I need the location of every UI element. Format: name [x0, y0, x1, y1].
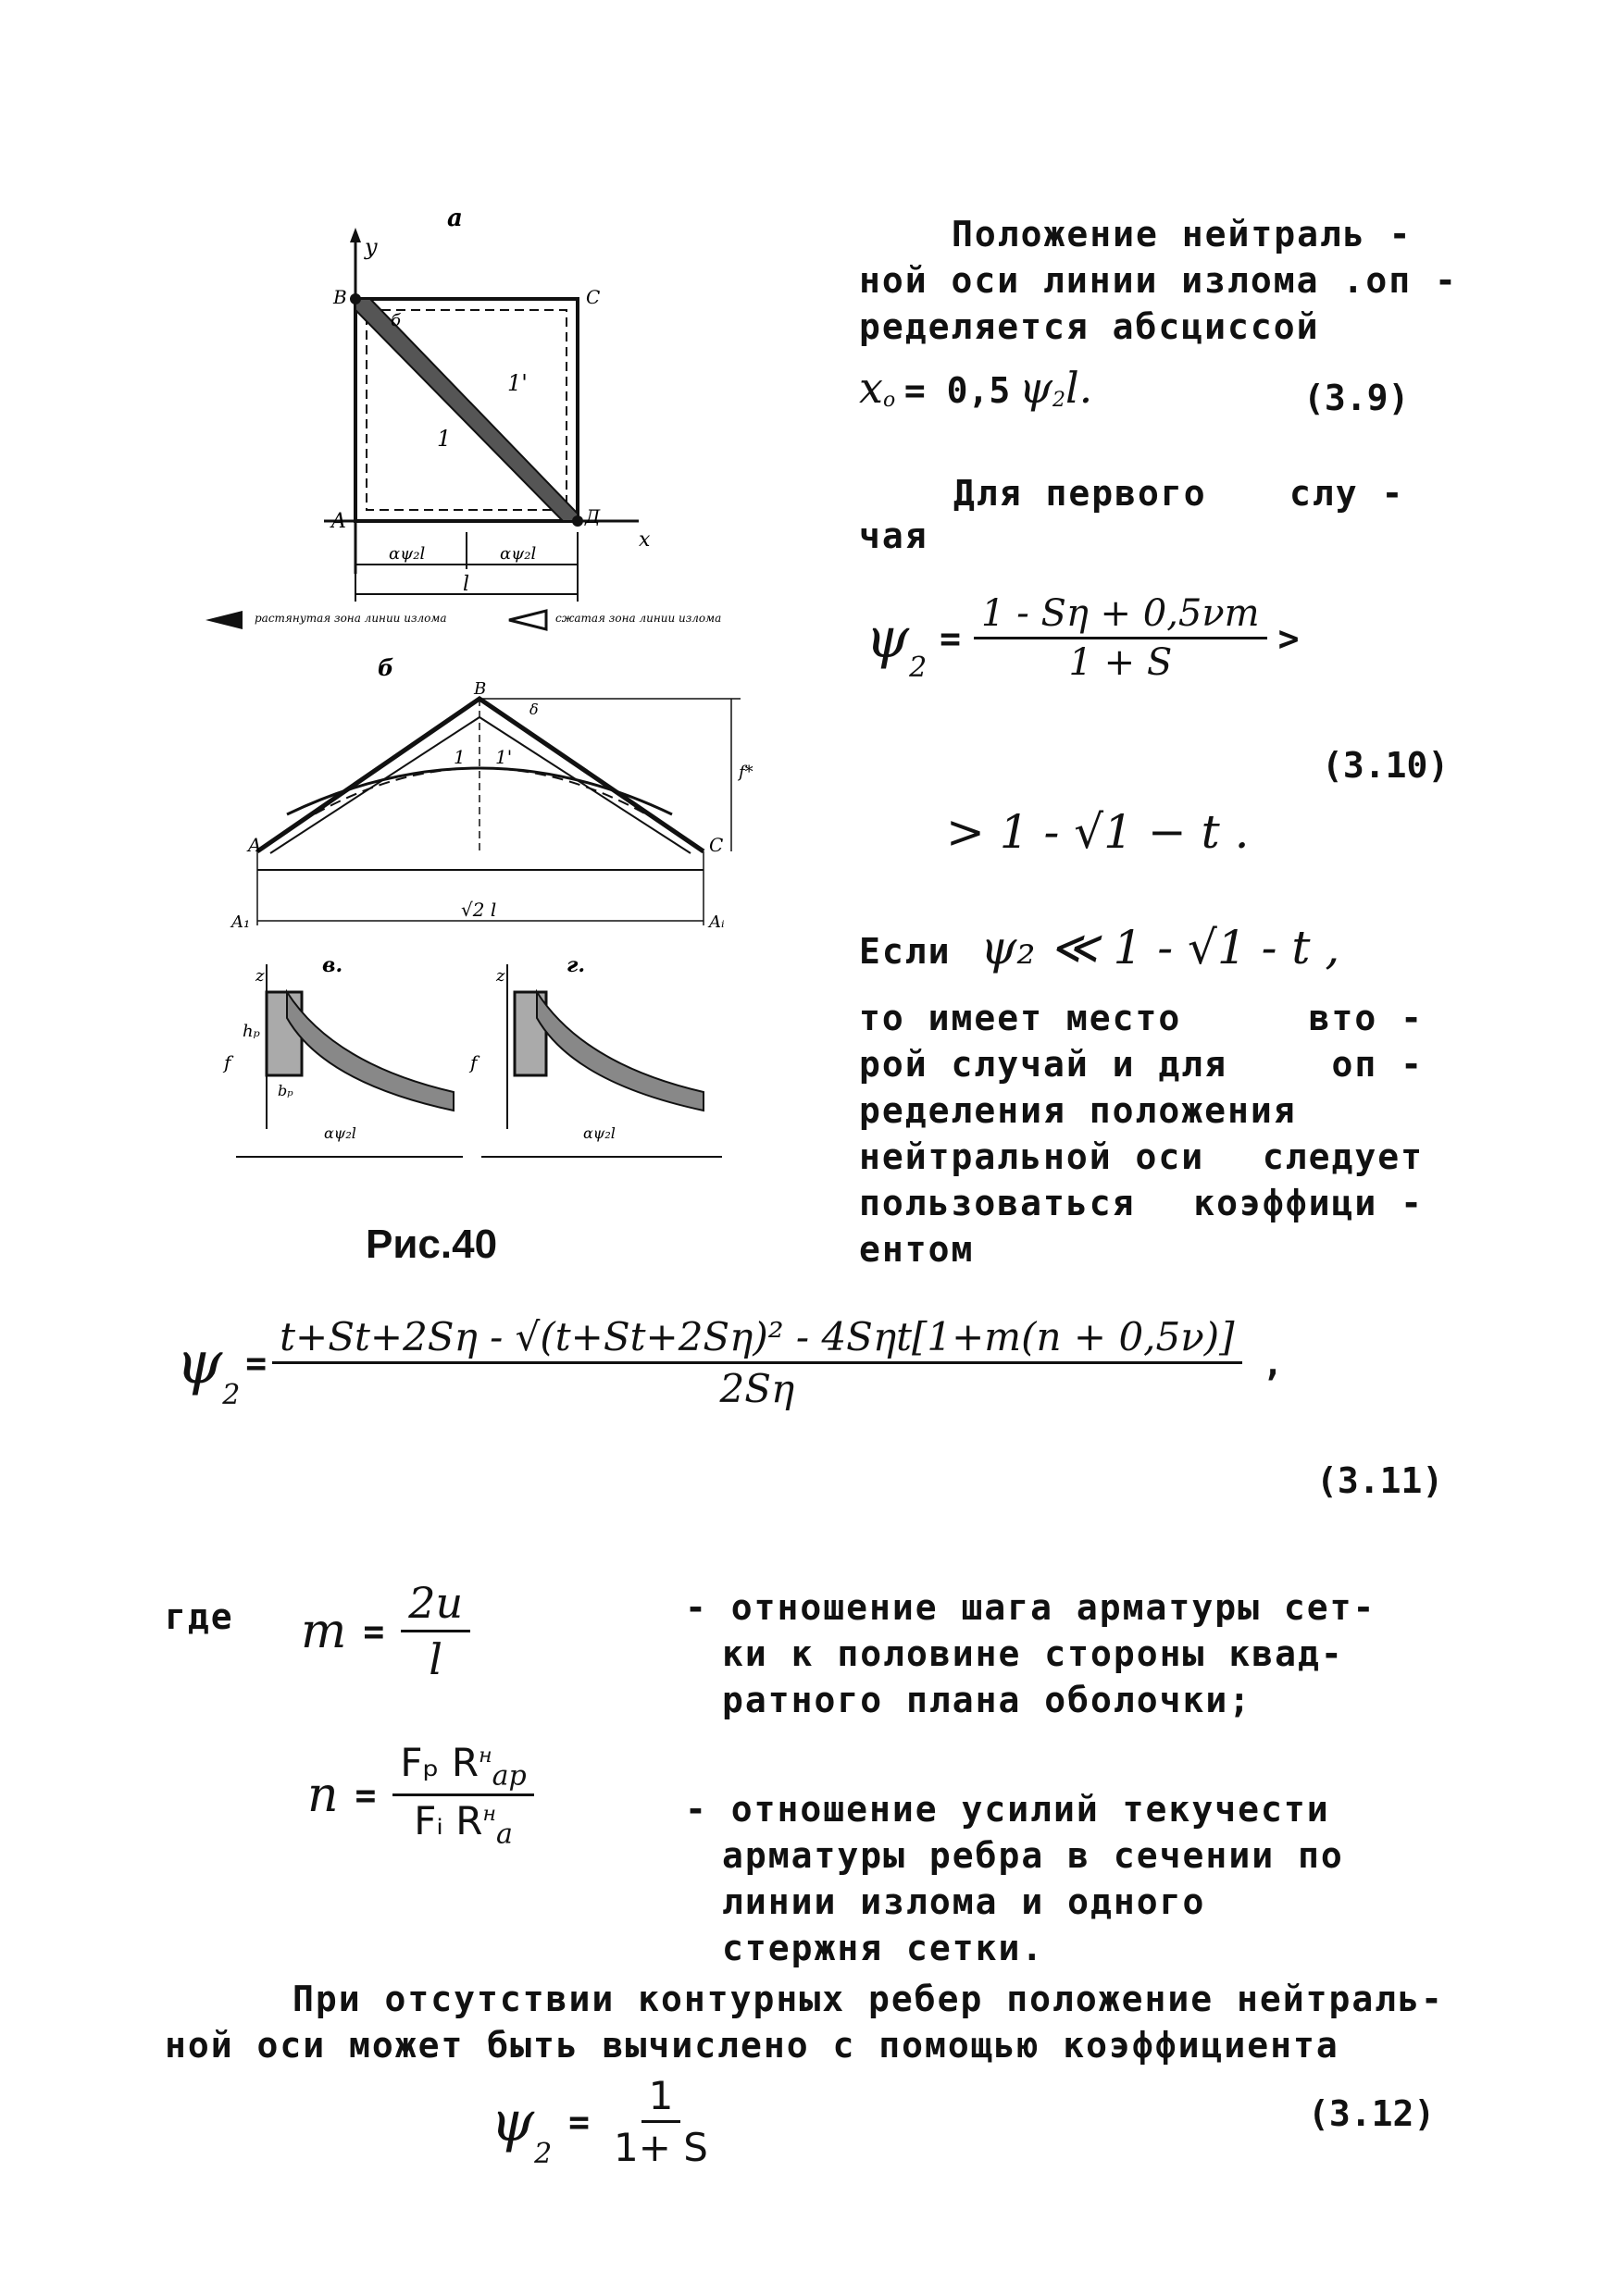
label-A1: A₁: [231, 912, 251, 932]
label-B-b: B: [474, 679, 487, 699]
eq39-lhs: x: [859, 363, 883, 413]
para1: [859, 211, 1458, 350]
legend-compression-icon: [509, 611, 546, 629]
eq39-label: (3.9): [1303, 378, 1410, 418]
n-num-sup: н: [479, 1744, 492, 1768]
figure-40: [185, 204, 759, 1185]
eq312-den: 1+ S: [614, 2125, 708, 2170]
label-delta-b: δ: [529, 701, 539, 718]
para3-l5a: пользоваться: [859, 1183, 1136, 1223]
label-C-b: C: [709, 834, 724, 856]
n-desc-line: арматуры ребра в сечении по: [722, 1835, 1344, 1876]
label-B: B: [333, 286, 347, 308]
eq311-lhs: ψ: [176, 1328, 223, 1397]
label-A1r: Aᵢ: [709, 912, 725, 932]
para3-l2b: оп -: [1331, 1044, 1424, 1085]
point-d: [572, 515, 583, 527]
shell-arc-dashed: [270, 768, 691, 842]
para1-line: ной оси линии излома .оп -: [859, 260, 1458, 301]
label-D: Д: [585, 505, 601, 527]
eq312-frac: [606, 2073, 716, 2170]
para3-l5b: коэффици -: [1193, 1183, 1424, 1223]
fracture-line: [355, 299, 578, 521]
n-den: Fᵢ R: [414, 1798, 483, 1844]
m-desc: [685, 1584, 1416, 1723]
eq39-rhs: = 0,5: [903, 370, 1011, 411]
shell-v: [287, 992, 454, 1111]
eq39-lhs-sub: o: [882, 389, 896, 413]
n-den-sup: н: [482, 1803, 496, 1827]
point-b: [350, 293, 361, 304]
eq310-label: (3.10): [1322, 745, 1450, 786]
label-sqrt2l: √2 l: [461, 899, 497, 921]
label-A-b: A: [248, 834, 262, 856]
fig-label-v: в.: [322, 953, 343, 977]
legend-tension-icon: [205, 611, 243, 629]
para3-l1a: то имеет место: [859, 998, 1182, 1038]
m-eq: =: [363, 1610, 385, 1652]
m-desc-line: - отношение шага арматуры сет-: [685, 1587, 1376, 1628]
label-x: x: [639, 528, 651, 552]
m-desc-line: ки к половине стороны квад-: [722, 1633, 1344, 1674]
para3-l2a: рой случай и для: [859, 1044, 1228, 1085]
legend-compression: сжатая зона линии излома: [555, 612, 722, 625]
eq311-label: (3.11): [1316, 1460, 1444, 1501]
para2-line1b: слу -: [1289, 473, 1405, 514]
equation-3-9: [859, 363, 1092, 413]
if-expr: ψ₂ ≪ 1 - √1 - t ,: [980, 921, 1340, 974]
fig-label-b: б: [378, 654, 394, 681]
n-lhs: n: [307, 1767, 339, 1823]
eq310-den: 1 + S: [1068, 641, 1173, 684]
dim-psi-left: αψ₂l: [389, 544, 426, 564]
para3-l4b: следует: [1262, 1136, 1424, 1177]
m-desc-line: ратного плана оболочки;: [722, 1680, 1252, 1720]
n-den-sub: a: [495, 1818, 513, 1851]
legend-tension: растянутая зона линии излома: [255, 612, 447, 625]
eq311-comma: ,: [1262, 1342, 1284, 1384]
if-line: [859, 921, 1339, 974]
eq39-psi-sub: 2: [1052, 389, 1065, 413]
para3-l3a: ределения положения: [859, 1090, 1297, 1131]
dim-psi-right: αψ₂l: [500, 544, 537, 564]
shell-outer: [257, 699, 704, 851]
where-n: [307, 1740, 534, 1851]
m-den: l: [429, 1634, 443, 1684]
n-num-wrap: [392, 1740, 533, 1796]
eq310-frac: [974, 592, 1267, 684]
label-1p-b: 1': [495, 746, 513, 768]
label-1-b: 1: [454, 746, 466, 768]
n-desc-line: - отношение усилий текучести: [685, 1789, 1330, 1830]
m-frac: [401, 1578, 470, 1684]
m-lhs: m: [301, 1603, 347, 1659]
para3-l4a: нейтральной оси: [859, 1136, 1205, 1177]
eq310-num: 1 - Sη + 0,5νm: [974, 592, 1267, 639]
eq312-eq: =: [568, 2101, 591, 2142]
para4-line: ной оси может быть вычислено с помощью коэффициента: [165, 2025, 1339, 2066]
eq310-gt: >: [1277, 617, 1300, 659]
label-psi-v: αψ₂l: [324, 1124, 356, 1142]
label-A: A: [331, 510, 346, 533]
label-b-small: б: [391, 311, 401, 330]
eq311-lhs-sub: 2: [222, 1379, 241, 1411]
label-f-v: f: [224, 1051, 231, 1074]
shell-g: [537, 992, 704, 1111]
para2-line1a: Для первого: [953, 473, 1207, 514]
eq312-num: 1: [641, 2073, 681, 2123]
label-z-g: z: [496, 966, 505, 986]
n-frac: [392, 1740, 533, 1851]
eq39-psi: ψ: [1018, 363, 1052, 413]
eq310-lhs: ψ: [866, 605, 910, 671]
label-C: C: [586, 286, 601, 308]
if-word: Если: [859, 931, 952, 972]
eq311-frac: [272, 1314, 1241, 1411]
eq312-lhs: ψ: [491, 2089, 535, 2154]
para3-l1b: вто -: [1308, 998, 1424, 1038]
m-num: 2u: [401, 1578, 470, 1632]
label-1p: 1': [507, 370, 528, 396]
fig-label-g: г.: [567, 953, 586, 977]
n-num: Fₚ R: [400, 1740, 479, 1785]
n-desc-line: стержня сетки.: [722, 1928, 1045, 1968]
label-y: y: [365, 234, 378, 260]
label-bp-v: bₚ: [278, 1082, 293, 1099]
eq311-num: t+St+2Sη - √(t+St+2Sη)² - 4Sηt[1+m(n + 0,5ν)]: [272, 1314, 1241, 1364]
equation-3-11: [176, 1314, 1283, 1411]
eq310-lhs-sub: 2: [909, 652, 928, 684]
label-z-v: z: [255, 966, 265, 986]
eq312-label: (3.12): [1308, 2093, 1436, 2134]
label-f-b: f*: [739, 763, 753, 782]
figure-caption: Рис.40: [366, 1222, 498, 1267]
eq310-eq: =: [940, 617, 962, 659]
eq39-var: l.: [1065, 363, 1093, 413]
shell-inner: [270, 717, 691, 853]
where-word: где: [165, 1596, 234, 1637]
para2-line2: чая: [859, 515, 928, 556]
para3: [859, 995, 1424, 1272]
fig-label-a: а: [447, 205, 463, 232]
eq311-eq: =: [245, 1342, 268, 1384]
para4: [165, 1976, 1444, 2068]
n-den-wrap: [406, 1796, 520, 1850]
eq311-den: 2Sη: [719, 1366, 795, 1411]
eq310-line2: > 1 - √1 − t .: [946, 805, 1250, 859]
n-eq: =: [355, 1774, 377, 1816]
equation-3-10: [866, 592, 1300, 684]
dim-l: l: [463, 573, 470, 596]
label-f-g: f: [470, 1051, 478, 1074]
label-psi-g: αψ₂l: [583, 1124, 616, 1142]
label-hp-v: hₚ: [243, 1022, 260, 1041]
eq312-lhs-sub: 2: [534, 2138, 553, 2170]
n-desc-line: линии излома и одного: [722, 1881, 1206, 1922]
para1-line: Положение нейтраль -: [952, 214, 1413, 254]
y-axis-arrow: [350, 228, 361, 242]
n-num-sub: ap: [492, 1759, 527, 1793]
para4-line: При отсутствии контурных ребер положение нейтраль-: [293, 1979, 1444, 2019]
equation-3-12: [491, 2073, 716, 2170]
label-1: 1: [437, 426, 452, 452]
n-desc: [685, 1786, 1426, 1971]
para3-l6a: ентом: [859, 1229, 975, 1270]
para1-line: ределяется абсциссой: [859, 306, 1320, 347]
where-m: [301, 1578, 470, 1684]
